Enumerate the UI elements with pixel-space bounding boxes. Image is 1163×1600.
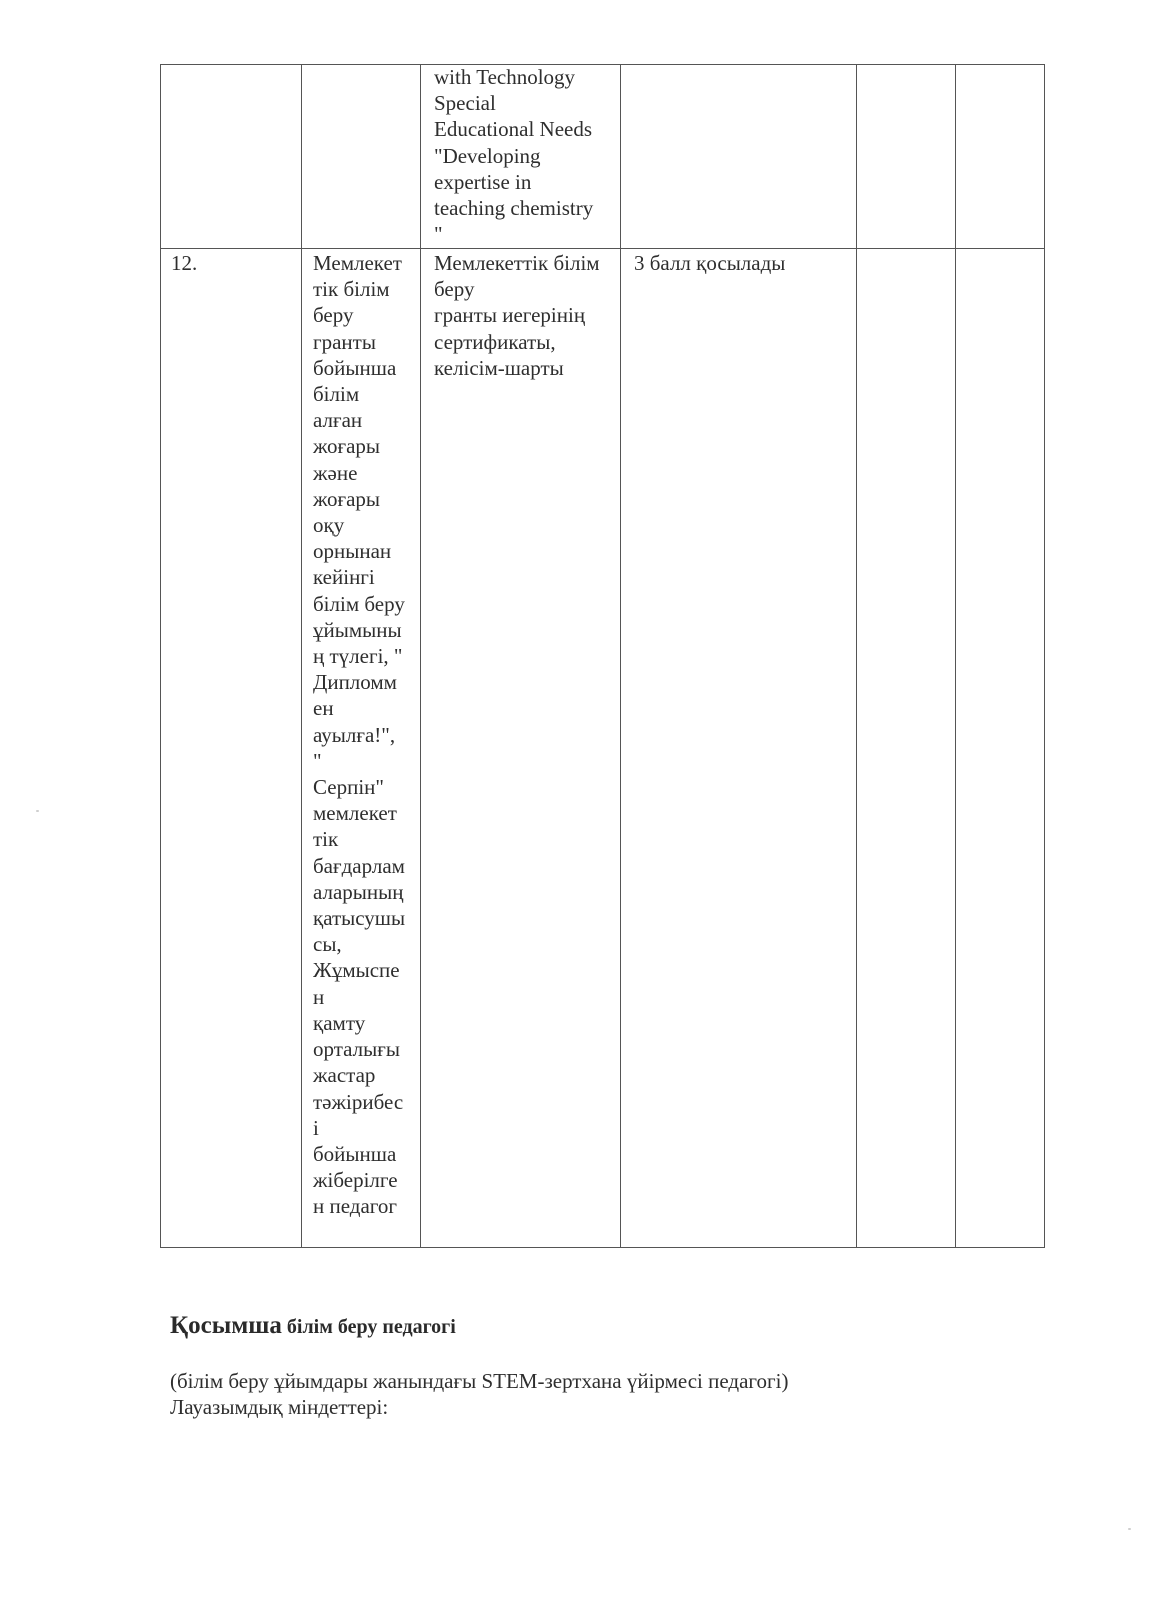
column-divider	[856, 65, 857, 1247]
table-cell-document: Мемлекеттік білім беру гранты иегерінің сертификаты, келісім-шарты	[434, 251, 600, 380]
column-divider	[301, 65, 302, 1247]
table-cell-document-continued: with Technology Special Educational Needs "Developing expertise in teaching chemistry "	[434, 65, 594, 247]
table-cell-criterion: Мемлекет тік білім беру гранты бойынша білім алған жоғары және жоғары оқу орнынан кейінгі білім беру ұйымыны ң түлегі, " Дипломм ен ауылға!", " Серпін" мемлекет тік бағдарлам аларының қатысушы сы, Жұмыспе н қамту орталығы жастар тәжірибес і бойынша жіберілге н педагог	[313, 251, 406, 1219]
column-divider	[620, 65, 621, 1247]
scan-speck	[36, 810, 39, 812]
row-divider	[161, 248, 1044, 249]
table-cell-row-number: 12.	[171, 251, 198, 275]
column-divider	[955, 65, 956, 1247]
section-heading-first-word: Қосымша	[170, 1312, 282, 1339]
column-divider	[420, 65, 421, 1247]
section-heading	[170, 1312, 456, 1340]
section-heading-rest: білім беру педагогі	[281, 1316, 456, 1338]
scan-speck	[1128, 1528, 1131, 1530]
duties-label: Лауазымдық міндеттері:	[170, 1395, 389, 1419]
criteria-table	[160, 64, 1045, 1248]
section-subtitle: (білім беру ұйымдары жанындағы STEM-зертхана үйірмесі педагогі)	[170, 1369, 789, 1393]
table-cell-score: 3 балл қосылады	[634, 251, 786, 275]
